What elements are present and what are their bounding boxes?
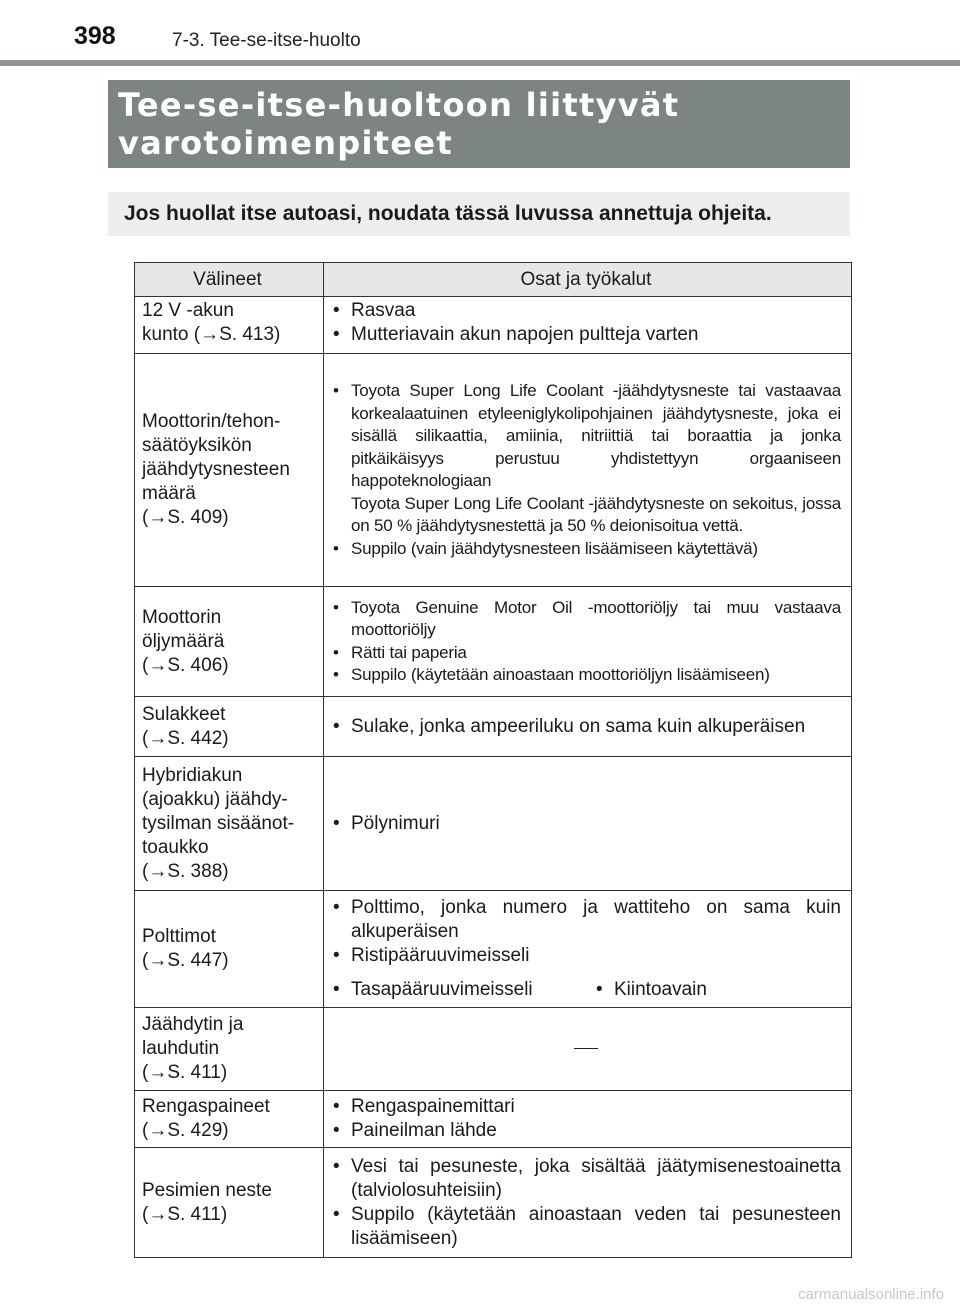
parts-cell xyxy=(324,891,852,1008)
parts-cell xyxy=(324,1091,852,1148)
list-item: • Paineilman lähde xyxy=(331,1119,841,1143)
page-title-line-1: Tee-se-itse-huoltoon liittyvät xyxy=(118,86,680,124)
item-cell xyxy=(135,587,324,697)
item-line: Pesimien neste xyxy=(142,1179,272,1201)
item-cell xyxy=(135,1008,324,1091)
list-item: • Suppilo (käytetään ainoastaan moottoriöljyn lisäämiseen) xyxy=(331,664,841,687)
parts-note: Toyota Super Long Life Coolant -jäähdytysneste on sekoitus, jossa on 50 % jäähdytysnestettä ja 50 % deionisoitua vettä. xyxy=(351,493,841,535)
item-line: 12 V -akun xyxy=(142,300,234,321)
table-row xyxy=(135,757,852,891)
parts-cell xyxy=(324,1008,852,1091)
parts-cell xyxy=(324,354,852,587)
item-line: Polttimot xyxy=(142,926,216,947)
list-item: • Pölynimuri xyxy=(331,812,841,836)
item-line: Moottorin xyxy=(142,606,222,628)
table-row xyxy=(135,1148,852,1258)
section-label: 7-3. Tee-se-itse-huolto xyxy=(172,30,361,51)
item-line: Sulakkeet xyxy=(142,703,226,725)
table-row xyxy=(135,891,852,1008)
table-row xyxy=(135,297,852,354)
item-line: määrä xyxy=(142,483,196,504)
list-item: • Sulake, jonka ampeeriluku on sama kuin alkuperäisen xyxy=(331,715,841,739)
table-row xyxy=(135,1008,852,1091)
item-line: lauhdutin xyxy=(142,1038,220,1059)
table-header-row xyxy=(135,263,852,297)
watermark: carmanualsonline.info xyxy=(798,1286,944,1303)
parts-table xyxy=(134,262,852,1258)
list-item: • Suppilo (vain jäähdytysnesteen lisäämiseen käytettävä) xyxy=(331,538,841,561)
item-cell xyxy=(135,697,324,757)
list-item: • Polttimo, jonka numero ja wattiteho on sama kuin alkuperäisen xyxy=(331,896,841,944)
list-item: • Kiintoavain xyxy=(594,978,707,1002)
table-row xyxy=(135,354,852,587)
item-line: (→S. 411) xyxy=(142,1203,228,1225)
item-line: (→S. 447) xyxy=(142,950,229,971)
item-cell xyxy=(135,1091,324,1148)
empty-dash xyxy=(331,1037,841,1061)
header-rule xyxy=(0,60,960,66)
list-item: • Suppilo (käytetään ainoastaan veden tai pesunesteen lisäämiseen) xyxy=(331,1203,841,1251)
list-item: • Toyota Super Long Life Coolant -jäähdytysneste tai vastaavaa korkealaatuinen etyleeniglykolipohjainen jäähdytysneste, joka ei sisällä silikaattia, amiinia, nitriittiä tai boraattia ja jonka pitkäikäisyys perustuu yhdistettyyn orgaaniseen happoteknologiaan xyxy=(331,380,841,493)
parts-cell xyxy=(324,587,852,697)
parts-cell xyxy=(324,757,852,891)
item-line: öljymäärä xyxy=(142,630,225,652)
item-cell xyxy=(135,757,324,891)
parts-cell xyxy=(324,697,852,757)
table-row xyxy=(135,697,852,757)
item-cell xyxy=(135,354,324,587)
list-item: • Rengaspainemittari xyxy=(331,1095,841,1119)
item-line: (→S. 411) xyxy=(142,1062,228,1083)
item-line: Rengaspaineet xyxy=(142,1096,270,1117)
item-line: (→S. 406) xyxy=(142,654,229,676)
item-line: tysilman sisäänot- xyxy=(142,812,295,834)
col-header-parts: Osat ja työkalut xyxy=(324,263,852,297)
item-line: toaukko xyxy=(142,836,209,858)
list-item: • Ristipääruuvimeisseli xyxy=(331,944,841,968)
page-number: 398 xyxy=(74,22,116,50)
parts-cell xyxy=(324,1148,852,1258)
list-item: • Toyota Genuine Motor Oil -moottoriöljy tai muu vastaava moottoriöljy xyxy=(331,597,841,642)
list-item: • Rätti tai paperia xyxy=(331,642,841,665)
table-row xyxy=(135,587,852,697)
col-header-tools: Välineet xyxy=(135,263,324,297)
item-line: (ajoakku) jäähdy- xyxy=(142,788,288,810)
list-item: • Mutteriavain akun napojen pultteja varten xyxy=(331,323,841,347)
item-line: (→S. 429) xyxy=(142,1120,229,1141)
intro-box xyxy=(108,192,850,236)
title-box xyxy=(108,80,850,168)
list-item: • Rasvaa xyxy=(331,299,841,323)
item-line: kunto (→S. 413) xyxy=(142,324,281,345)
page-title-line-2: varotoimenpiteet xyxy=(118,124,453,162)
parts-cell xyxy=(324,297,852,354)
item-line: (→S. 442) xyxy=(142,727,229,749)
item-line: Hybridiakun xyxy=(142,764,243,786)
item-cell xyxy=(135,1148,324,1258)
item-line: jäähdytysnesteen xyxy=(142,459,290,480)
list-item: • Vesi tai pesuneste, joka sisältää jäätymisenestoainetta (talviolosuhteisiin) xyxy=(331,1155,841,1203)
intro-text: Jos huollat itse autoasi, noudata tässä luvussa annettuja ohjeita. xyxy=(124,202,772,225)
item-line: säätöyksikön xyxy=(142,435,252,456)
item-cell xyxy=(135,297,324,354)
item-line: Moottorin/tehon- xyxy=(142,411,281,432)
table-row xyxy=(135,1091,852,1148)
item-line: (→S. 388) xyxy=(142,860,229,882)
list-item: • Tasapääruuvimeisseli xyxy=(331,978,594,1002)
item-line: Jäähdytin ja xyxy=(142,1014,244,1035)
item-line: (→S. 409) xyxy=(142,507,229,528)
item-cell xyxy=(135,891,324,1008)
